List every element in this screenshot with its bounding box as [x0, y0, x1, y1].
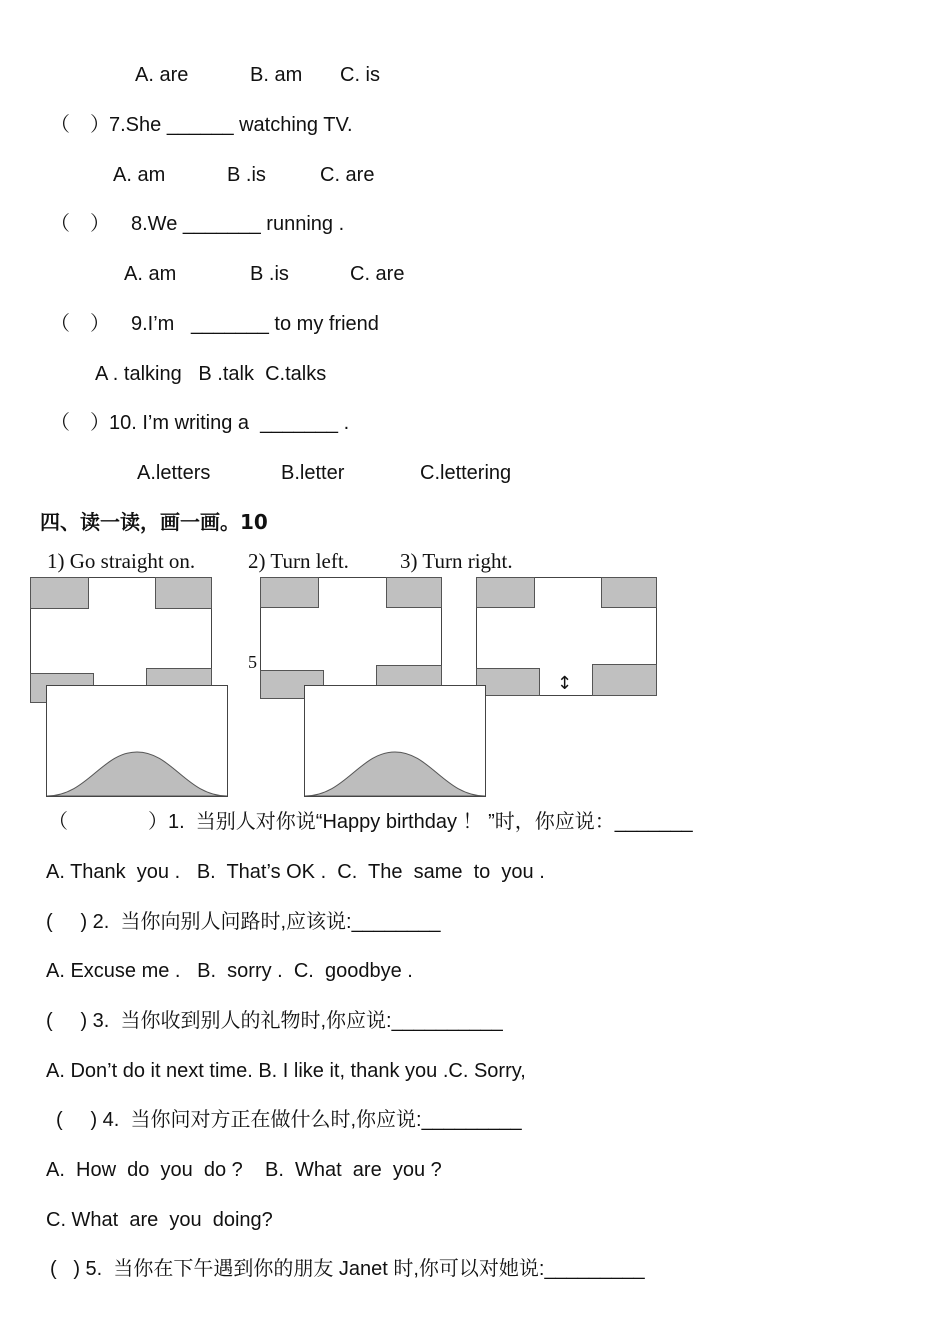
- map-1-block-top-left: [30, 577, 89, 609]
- situation-4-question: ( ) 4. 当你问对方正在做什么时,你应说:_________: [56, 1109, 522, 1131]
- situation-4-option-c: C. What are you doing?: [46, 1209, 273, 1231]
- q8-option-a: A. am: [124, 263, 177, 285]
- q6-option-c: C. is: [340, 64, 380, 86]
- q10-option-c: C.lettering: [420, 462, 512, 484]
- map-3-block-top-right: [601, 577, 657, 608]
- q6-option-b: B. am: [250, 64, 303, 86]
- q9-options: A . talking B .talk C.talks: [95, 363, 327, 385]
- q8-option-c: C. are: [350, 263, 405, 285]
- map-2-block-top-right: [386, 577, 442, 608]
- situation-1-question: （ ）1. 当别人对你说“Happy birthday ！ ”时，你应说：_______: [48, 811, 693, 833]
- q7-option-b: B .is: [227, 164, 266, 186]
- q8-paren: （ ）: [50, 213, 110, 235]
- stray-number: 5: [248, 652, 257, 672]
- situation-2-options: A. Excuse me . B. sorry . C. goodbye .: [46, 960, 413, 982]
- q8-option-b: B .is: [250, 263, 289, 285]
- situation-2-question: ( ) 2. 当你向别人问路时,应该说:________: [46, 911, 441, 933]
- q7-option-c: C. are: [320, 164, 375, 186]
- instruction-turn-left: 2) Turn left.: [248, 549, 349, 573]
- q10-option-b: B.letter: [281, 462, 345, 484]
- hill-drawing-box-1: [46, 685, 228, 797]
- hill-icon: [305, 686, 485, 796]
- q7-question: 7.She ______ watching TV.: [109, 114, 353, 136]
- situation-4-options: A. How do you do ? B. What are you ?: [46, 1159, 442, 1181]
- hill-drawing-box-2: [304, 685, 486, 797]
- direction-arrow-icon: ↕: [557, 673, 573, 694]
- q9-paren: （ ）: [50, 313, 110, 335]
- instruction-turn-right: 3) Turn right.: [400, 549, 513, 573]
- section-4-title: 四、读一读，画一画。10: [40, 510, 268, 534]
- map-1-block-top-right: [155, 577, 212, 609]
- map-2-block-top-left: [260, 577, 319, 608]
- situation-5-question: ( ) 5. 当你在下午遇到你的朋友 Janet 时,你可以对她说:_________: [50, 1258, 645, 1280]
- q7-paren: （ ）: [50, 114, 110, 136]
- map-3-block-top-left: [476, 577, 535, 608]
- q10-paren: （ ）: [50, 412, 110, 434]
- q10-option-a: A.letters: [137, 462, 211, 484]
- instruction-go-straight: 1) Go straight on.: [47, 549, 196, 573]
- q10-question: 10. I’m writing a _______ .: [109, 412, 350, 434]
- q9-question: 9.I’m _______ to my friend: [131, 313, 379, 335]
- q7-option-a: A. am: [113, 164, 166, 186]
- situation-3-options: A. Don’t do it next time. B. I like it, thank you .C. Sorry,: [46, 1060, 526, 1082]
- situation-1-options: A. Thank you . B. That’s OK . C. The same to you .: [46, 861, 545, 883]
- map-3-block-bottom-right: [592, 664, 657, 696]
- hill-icon: [47, 686, 227, 796]
- q8-question: 8.We _______ running .: [131, 213, 345, 235]
- q6-option-a: A. are: [135, 64, 189, 86]
- situation-3-question: ( ) 3. 当你收到别人的礼物时,你应说:__________: [46, 1010, 503, 1032]
